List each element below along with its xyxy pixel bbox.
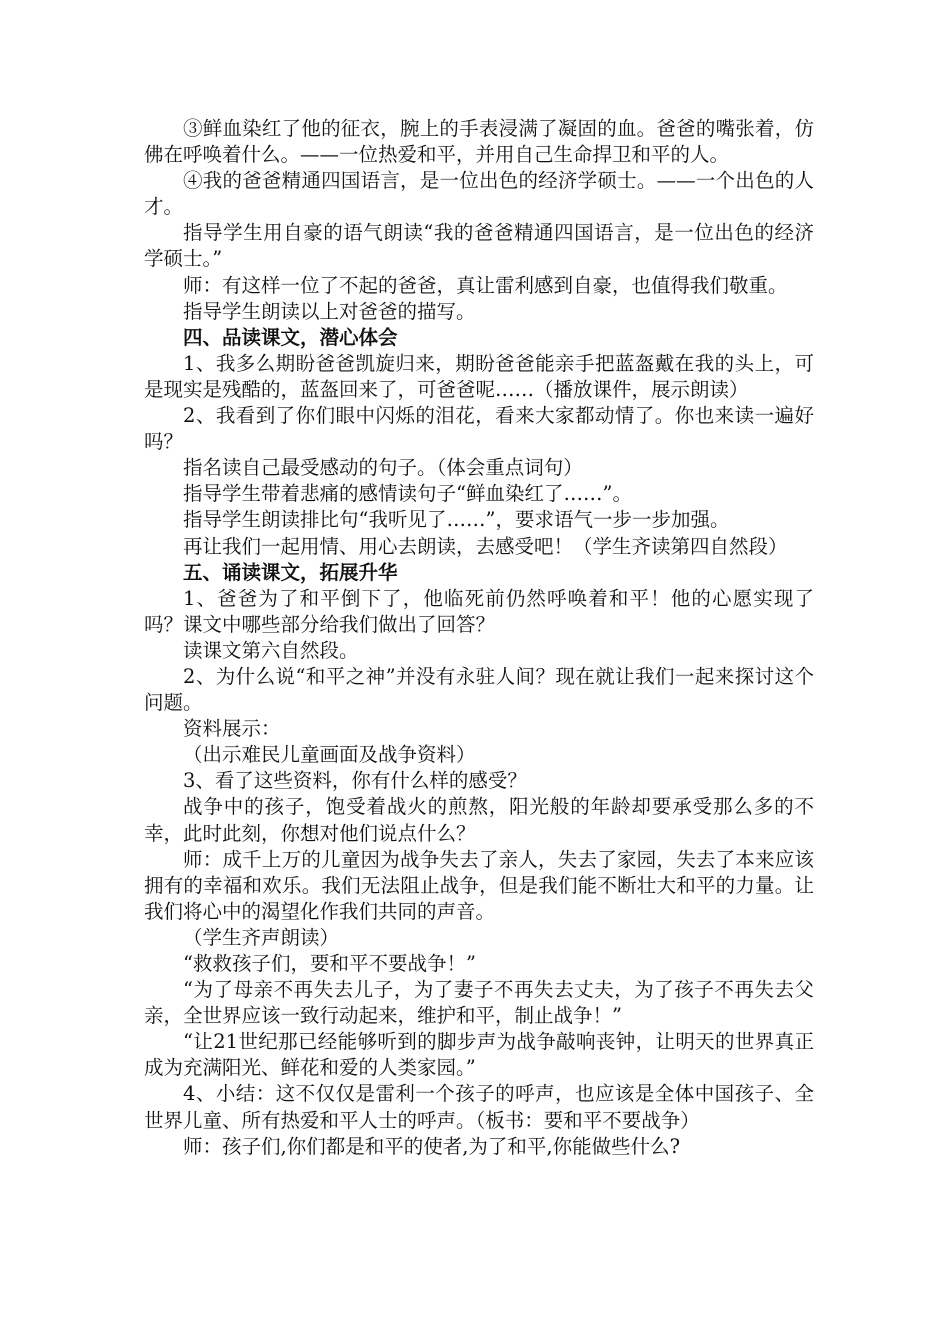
paragraph: 1、爸爸为了和平倒下了，他临死前仍然呼唤着和平！他的心愿实现了吗？课文中哪些部分给我们做出了回答？ xyxy=(144,586,814,636)
paragraph: 4、小结：这不仅仅是雷利一个孩子的呼声，也应该是全体中国孩子、全世界儿童、所有热爱和平人士的呼声。（板书：要和平不要战争） xyxy=(144,1082,814,1132)
paragraph: 指导学生朗读以上对爸爸的描写。 xyxy=(183,299,476,323)
paragraph: 战争中的孩子，饱受着战火的煎熬，阳光般的年龄却要承受那么多的不幸，此时此刻，你想对他们说点什么？ xyxy=(144,795,814,845)
paragraph: 再让我们一起用情、用心去朗读，去感受吧！（学生齐读第四自然段） xyxy=(183,534,788,558)
paragraph: 2、为什么说“和平之神”并没有永驻人间？现在就让我们一起来探讨这个问题。 xyxy=(144,664,814,715)
paragraph: 师：孩子们,你们都是和平的使者,为了和平,你能做些什么? xyxy=(183,1134,681,1158)
paragraph: 指名读自己最受感动的句子。（体会重点词句） xyxy=(183,456,583,480)
paragraph: ④我的爸爸精通四国语言，是一位出色的经济学硕士。——一个出色的人才。 xyxy=(144,169,814,219)
paragraph: “救救孩子们，要和平不要战争！” xyxy=(183,952,476,975)
paragraph: 指导学生带着悲痛的感情读句子“鲜血染红了……”。 xyxy=(183,482,632,506)
paragraph: 师：有这样一位了不起的爸爸，真让雷利感到自豪，也值得我们敬重。 xyxy=(183,273,788,297)
paragraph: 指导学生用自豪的语气朗读“我的爸爸精通四国语言，是一位出色的经济学硕士。” xyxy=(144,221,814,271)
paragraph: “让21世纪那已经能够听到的脚步声为战争敲响丧钟，让明天的世界真正成为充满阳光、鲜花和爱的人类家园。” xyxy=(144,1030,814,1080)
paragraph: “为了母亲不再失去儿子，为了妻子不再失去丈夫，为了孩子不再失去父亲，全世界应该一致行动起来，维护和平，制止战争！” xyxy=(144,978,814,1028)
paragraph: 读课文第六自然段。 xyxy=(183,638,359,662)
paragraph: （学生齐声朗读） xyxy=(183,925,340,949)
paragraph: 指导学生朗读排比句“我听见了……”，要求语气一步一步加强。 xyxy=(183,508,730,532)
section-heading: 四、品读课文，潜心体会 xyxy=(183,325,398,349)
paragraph: 师：成千上万的儿童因为战争失去了亲人，失去了家园，失去了本来应该拥有的幸福和欢乐。我们无法阻止战争，但是我们能不断壮大和平的力量。让我们将心中的渴望化作我们共同的声音。 xyxy=(144,847,814,923)
paragraph: 2、我看到了你们眼中闪烁的泪花，看来大家都动情了。你也来读一遍好吗？ xyxy=(144,404,814,454)
paragraph: 资料展示： xyxy=(183,717,281,741)
paragraph: ③鲜血染红了他的征衣，腕上的手表浸满了凝固的血。爸爸的嘴张着，仿佛在呼唤着什么。——一位热爱和平，并用自己生命捍卫和平的人。 xyxy=(144,117,814,167)
paragraph: 3、看了这些资料，你有什么样的感受？ xyxy=(183,769,527,793)
lesson-text-body xyxy=(144,116,814,1160)
paragraph: 1、我多么期盼爸爸凯旋归来，期盼爸爸能亲手把蓝盔戴在我的头上，可是现实是残酷的，蓝盔回来了，可爸爸呢……（播放课件，展示朗读） xyxy=(144,351,814,401)
section-heading: 五、诵读课文，拓展升华 xyxy=(183,560,398,584)
paragraph: （出示难民儿童画面及战争资料） xyxy=(183,743,476,767)
